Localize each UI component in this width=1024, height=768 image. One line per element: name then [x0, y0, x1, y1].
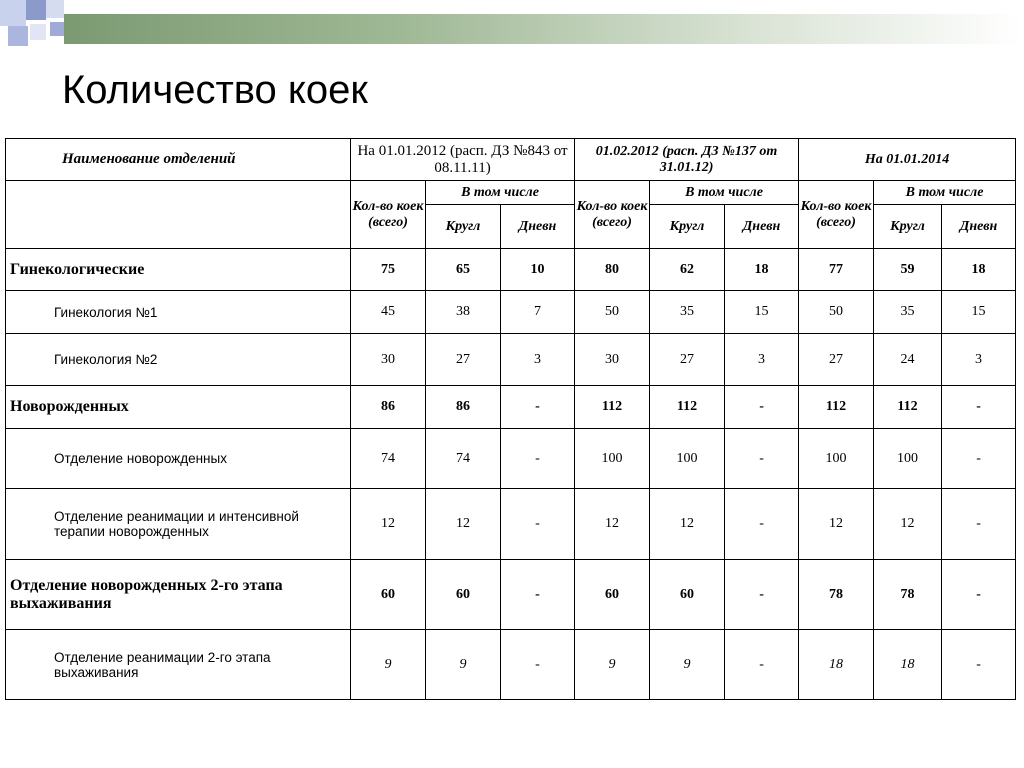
cell-value: -: [942, 630, 1016, 700]
department-name: Отделение новорожденных 2-го этапа выхаживания: [6, 560, 351, 630]
cell-value: 12: [426, 489, 501, 560]
round-clock-header: Кругл: [650, 205, 725, 249]
table-row: [6, 560, 1016, 630]
cell-value: 18: [874, 630, 942, 700]
cell-value: 100: [799, 429, 874, 489]
cell-value: 35: [650, 291, 725, 334]
cell-value: 24: [874, 334, 942, 386]
cell-value: 27: [799, 334, 874, 386]
deco-square: [30, 24, 46, 40]
cell-value: 3: [501, 334, 575, 386]
name-column-header: Наименование отделений: [6, 139, 351, 181]
cell-value: 35: [874, 291, 942, 334]
round-clock-header: Кругл: [426, 205, 501, 249]
table-row: [6, 249, 1016, 291]
table-row: [6, 386, 1016, 429]
cell-value: 86: [426, 386, 501, 429]
including-header: В том числе: [874, 181, 1016, 205]
deco-square: [50, 22, 64, 36]
table-row: [6, 334, 1016, 386]
department-name: Гинекологические: [6, 249, 351, 291]
including-header: В том числе: [650, 181, 799, 205]
cell-value: -: [725, 429, 799, 489]
total-beds-header: Кол-во коек (всего): [575, 181, 650, 249]
cell-value: 7: [501, 291, 575, 334]
period-header: 01.02.2012 (расп. ДЗ №137 от 31.01.12): [575, 139, 799, 181]
cell-value: 112: [650, 386, 725, 429]
cell-value: 60: [351, 560, 426, 630]
total-beds-header: Кол-во коек (всего): [799, 181, 874, 249]
cell-value: -: [725, 489, 799, 560]
cell-value: -: [501, 429, 575, 489]
cell-value: -: [725, 560, 799, 630]
table-row: [6, 489, 1016, 560]
cell-value: -: [501, 560, 575, 630]
cell-value: 60: [650, 560, 725, 630]
cell-value: 15: [942, 291, 1016, 334]
cell-value: 112: [575, 386, 650, 429]
cell-value: 100: [650, 429, 725, 489]
department-name: Гинекология №1: [6, 291, 351, 334]
deco-square: [26, 0, 46, 20]
cell-value: 30: [575, 334, 650, 386]
cell-value: 30: [351, 334, 426, 386]
day-stay-header: Дневн: [501, 205, 575, 249]
cell-value: -: [942, 429, 1016, 489]
cell-value: 27: [650, 334, 725, 386]
table-row: [6, 429, 1016, 489]
cell-value: 12: [650, 489, 725, 560]
department-name: Отделение реанимации 2-го этапа выхаживания: [6, 630, 351, 700]
cell-value: 9: [650, 630, 725, 700]
cell-value: 38: [426, 291, 501, 334]
cell-value: -: [942, 489, 1016, 560]
cell-value: -: [501, 489, 575, 560]
cell-value: 59: [874, 249, 942, 291]
deco-square: [8, 26, 28, 46]
cell-value: -: [501, 630, 575, 700]
department-name: Отделение новорожденных: [6, 429, 351, 489]
cell-value: 18: [799, 630, 874, 700]
table-row: [6, 291, 1016, 334]
cell-value: 9: [575, 630, 650, 700]
cell-value: 12: [799, 489, 874, 560]
round-clock-header: Кругл: [874, 205, 942, 249]
cell-value: 12: [351, 489, 426, 560]
beds-table: [5, 138, 1016, 700]
day-stay-header: Дневн: [725, 205, 799, 249]
empty-header-cell: [6, 181, 351, 249]
cell-value: 10: [501, 249, 575, 291]
department-name: Новорожденных: [6, 386, 351, 429]
cell-value: 12: [874, 489, 942, 560]
total-beds-header: Кол-во коек (всего): [351, 181, 426, 249]
cell-value: 65: [426, 249, 501, 291]
deco-square: [46, 0, 64, 18]
cell-value: 86: [351, 386, 426, 429]
cell-value: 9: [426, 630, 501, 700]
cell-value: 50: [575, 291, 650, 334]
period-header: На 01.01.2014: [799, 139, 1016, 181]
cell-value: 18: [725, 249, 799, 291]
cell-value: 45: [351, 291, 426, 334]
cell-value: -: [942, 386, 1016, 429]
header-decoration: [0, 0, 1024, 50]
cell-value: 74: [351, 429, 426, 489]
cell-value: 50: [799, 291, 874, 334]
cell-value: 60: [575, 560, 650, 630]
cell-value: 112: [799, 386, 874, 429]
cell-value: 18: [942, 249, 1016, 291]
period-header: На 01.01.2012 (расп. ДЗ №843 от 08.11.11): [351, 139, 575, 181]
cell-value: 100: [575, 429, 650, 489]
cell-value: 9: [351, 630, 426, 700]
cell-value: -: [942, 560, 1016, 630]
day-stay-header: Дневн: [942, 205, 1016, 249]
table-row: [6, 630, 1016, 700]
including-header: В том числе: [426, 181, 575, 205]
cell-value: 77: [799, 249, 874, 291]
header-band: [64, 14, 1024, 44]
department-name: Отделение реанимации и интенсивной терапии новорожденных: [6, 489, 351, 560]
cell-value: 27: [426, 334, 501, 386]
deco-square: [0, 0, 26, 26]
cell-value: 100: [874, 429, 942, 489]
cell-value: -: [725, 386, 799, 429]
cell-value: 78: [874, 560, 942, 630]
cell-value: 12: [575, 489, 650, 560]
cell-value: 62: [650, 249, 725, 291]
department-name: Гинекология №2: [6, 334, 351, 386]
cell-value: 75: [351, 249, 426, 291]
cell-value: 3: [725, 334, 799, 386]
cell-value: -: [501, 386, 575, 429]
cell-value: 60: [426, 560, 501, 630]
cell-value: 15: [725, 291, 799, 334]
cell-value: 74: [426, 429, 501, 489]
cell-value: 78: [799, 560, 874, 630]
cell-value: 3: [942, 334, 1016, 386]
cell-value: 112: [874, 386, 942, 429]
cell-value: 80: [575, 249, 650, 291]
page-title: Количество коек: [62, 68, 368, 112]
cell-value: -: [725, 630, 799, 700]
